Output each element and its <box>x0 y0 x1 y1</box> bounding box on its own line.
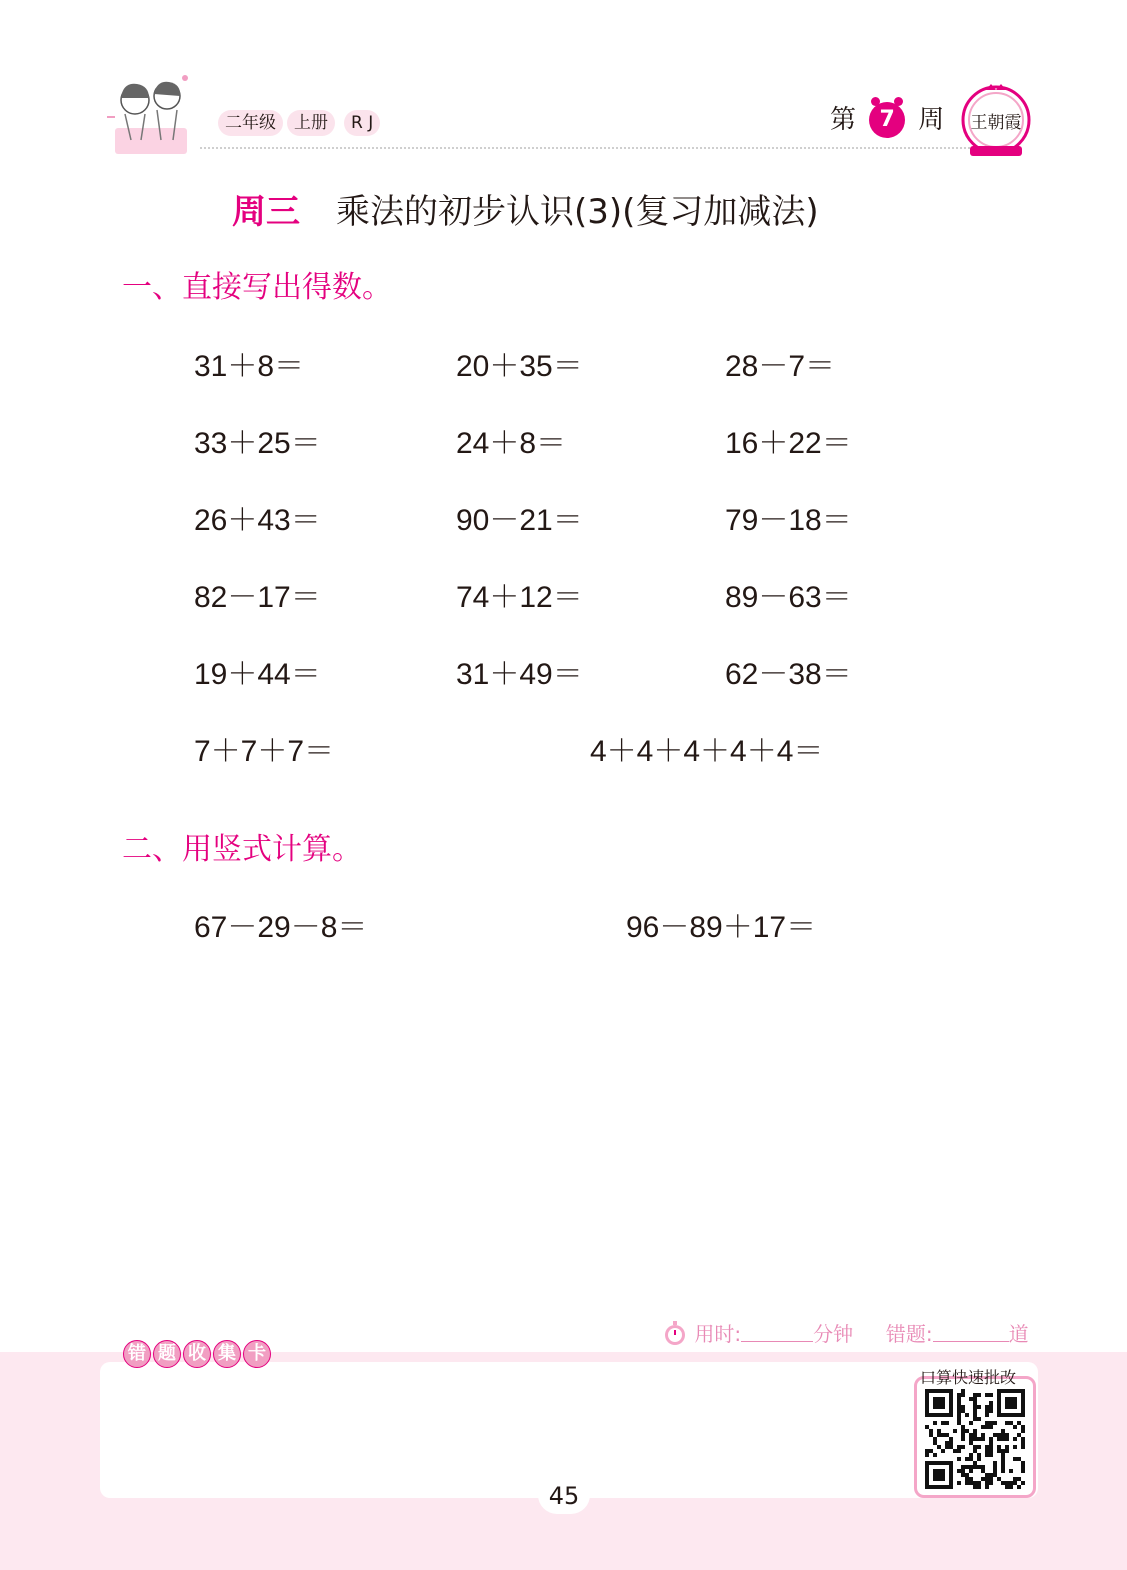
problem-r2-c1: 33＋25＝ <box>194 427 321 460</box>
time-blank[interactable] <box>741 1323 813 1342</box>
page-number: 45 <box>538 1476 590 1514</box>
seal-text: 王朝霞 <box>970 113 1022 133</box>
week-indicator <box>830 98 944 142</box>
time-unit: 分钟 <box>813 1322 854 1346</box>
problem-r2-c3: 16＋22＝ <box>725 427 852 460</box>
collect-card-tag <box>123 1340 273 1370</box>
week-number-badge: 7 <box>869 102 905 138</box>
qr-code-icon[interactable] <box>925 1389 1025 1489</box>
collect-char-5: 卡 <box>243 1340 271 1368</box>
page-title <box>232 184 819 233</box>
title-day: 周三 <box>232 192 300 232</box>
problem-r1-c1: 31＋8＝ <box>194 350 305 383</box>
qr-label: 口算快速批改 <box>920 1368 1017 1387</box>
time-and-errors-row <box>662 1318 1029 1348</box>
problem-r1-c2: 20＋35＝ <box>456 350 583 383</box>
problem-r4-c2: 74＋12＝ <box>456 581 583 614</box>
seal-icon <box>958 80 1034 160</box>
errors-blank[interactable] <box>933 1323 1009 1342</box>
term-tag: 上册 <box>287 110 335 136</box>
problem-r2-c2: 24＋8＝ <box>456 427 567 460</box>
time-label: 用时: <box>694 1322 742 1346</box>
edition-tag: R J <box>344 110 380 136</box>
problem-r5-c2: 31＋49＝ <box>456 658 583 691</box>
children-illustration <box>105 70 205 160</box>
stopwatch-icon <box>662 1320 688 1346</box>
section-2-heading: 二、用竖式计算。 <box>122 832 362 867</box>
collect-char-4: 集 <box>213 1340 241 1368</box>
problem-r5-c3: 62－38＝ <box>725 658 852 691</box>
collect-char-1: 错 <box>123 1340 151 1368</box>
problem-r3-c1: 26＋43＝ <box>194 504 321 537</box>
header-divider <box>200 147 970 149</box>
brand-seal <box>958 80 1034 160</box>
problem-r3-c3: 79－18＝ <box>725 504 852 537</box>
qr-code-frame <box>914 1376 1036 1498</box>
vertical-problem-1: 67－29－8＝ <box>194 911 368 944</box>
title-topic: 乘法的初步认识(3)(复习加减法) <box>336 192 819 232</box>
collect-char-3: 收 <box>183 1340 211 1368</box>
section-1-heading: 一、直接写出得数。 <box>122 270 392 305</box>
errors-label: 错题: <box>885 1322 933 1346</box>
problem-r4-c3: 89－63＝ <box>725 581 852 614</box>
problem-r3-c2: 90－21＝ <box>456 504 583 537</box>
problem-r6-c2: 4＋4＋4＋4＋4＝ <box>590 735 824 768</box>
problem-r4-c1: 82－17＝ <box>194 581 321 614</box>
problem-r6-c1: 7＋7＋7＝ <box>194 735 335 768</box>
collect-char-2: 题 <box>153 1340 181 1368</box>
week-prefix: 第 <box>830 105 857 135</box>
errors-unit: 道 <box>1008 1322 1029 1346</box>
week-suffix: 周 <box>918 105 945 135</box>
vertical-problem-2: 96－89＋17＝ <box>626 911 817 944</box>
problem-r1-c3: 28－7＝ <box>725 350 836 383</box>
problem-r5-c1: 19＋44＝ <box>194 658 321 691</box>
grade-tag: 二年级 <box>218 110 283 136</box>
